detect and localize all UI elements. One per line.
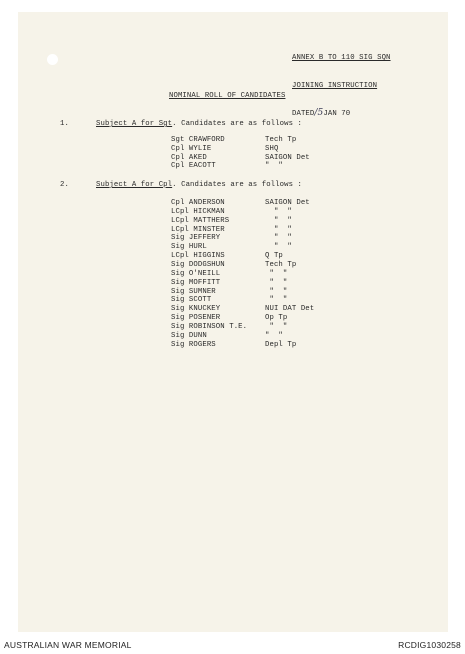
- candidate-unit: " ": [265, 269, 288, 278]
- candidate-unit: " ": [265, 322, 288, 331]
- section-1-heading: [96, 120, 302, 129]
- candidate-name: Sig O'NEILL: [171, 269, 221, 278]
- candidate-name: Cpl AKED: [171, 153, 207, 162]
- footer-archive-name: AUSTRALIAN WAR MEMORIAL: [4, 640, 132, 650]
- candidate-name: Sig HURL: [171, 243, 207, 252]
- annex-line-1: ANNEX B TO 110 SIG SQN: [292, 54, 391, 62]
- candidate-name: Sig SUMNER: [171, 287, 216, 296]
- candidate-name: Sig SCOTT: [171, 296, 212, 305]
- candidate-name: Cpl WYLIE: [171, 144, 212, 153]
- candidate-name: Sig JEFFERY: [171, 234, 221, 243]
- candidate-name: Sgt CRAWFORD: [171, 136, 225, 144]
- candidate-unit: " ": [265, 278, 288, 287]
- candidate-unit: " ": [265, 207, 292, 216]
- candidate-unit: " ": [265, 225, 292, 234]
- candidate-name: Cpl EACOTT: [171, 162, 216, 171]
- candidate-name: Sig DODGSHUN: [171, 260, 225, 269]
- dated-prefix: DATED: [292, 110, 315, 119]
- candidate-unit: SAIGON Det: [265, 153, 310, 162]
- section-2-suffix: . Candidates are as follows :: [172, 181, 303, 189]
- candidate-name: Sig POSENER: [171, 314, 221, 323]
- footer-record-id: RCDIG1030258: [398, 640, 461, 650]
- candidate-name: Sig MOFFITT: [171, 278, 221, 287]
- dated-suffix: JAN 70: [323, 110, 351, 119]
- candidate-name: LCpl HICKMAN: [171, 207, 225, 216]
- candidate-unit: Tech Tp: [265, 260, 297, 269]
- candidate-unit: Q Tp: [265, 252, 283, 261]
- document-title: NOMINAL ROLL OF CANDIDATES: [169, 92, 286, 100]
- candidate-name: Sig KNUCKEY: [171, 305, 221, 314]
- candidate-name: LCpl HIGGINS: [171, 252, 225, 261]
- candidate-unit: NUI DAT Det: [265, 305, 315, 314]
- section-1-suffix: . Candidates are as follows :: [172, 120, 303, 128]
- annex-dated: [292, 109, 391, 119]
- candidate-unit: " ": [265, 287, 288, 296]
- candidate-name: LCpl MINSTER: [171, 225, 225, 234]
- punch-hole: [47, 54, 58, 65]
- annex-line-2: JOINING INSTRUCTION: [292, 81, 378, 90]
- section-2-heading: [96, 181, 302, 190]
- candidate-unit: Op Tp: [265, 314, 288, 323]
- candidate-unit: " ": [265, 216, 292, 225]
- annex-header: [292, 36, 391, 128]
- candidate-unit: " ": [265, 234, 292, 243]
- candidate-name: Sig ROGERS: [171, 340, 216, 349]
- section-1-subject: Subject A for Sgt: [96, 120, 173, 128]
- candidate-unit: " ": [265, 162, 283, 171]
- section-2-number: 2.: [60, 181, 69, 189]
- dated-handwritten-day: /5: [314, 108, 324, 119]
- candidate-unit: " ": [265, 296, 288, 305]
- section-2-subject: Subject A for Cpl: [96, 181, 173, 189]
- candidate-name: Sig DUNN: [171, 331, 207, 340]
- candidate-unit: Depl Tp: [265, 340, 297, 349]
- candidate-name: Sig ROBINSON T.E.: [171, 322, 248, 331]
- candidate-unit: " ": [265, 331, 283, 340]
- candidate-unit: SAIGON Det: [265, 199, 310, 207]
- candidate-name: Cpl ANDERSON: [171, 199, 225, 207]
- candidate-unit: SHQ: [265, 144, 279, 153]
- section-1-number: 1.: [60, 120, 69, 128]
- candidate-unit: Tech Tp: [265, 136, 297, 144]
- candidate-unit: " ": [265, 243, 292, 252]
- candidate-name: LCpl MATTHERS: [171, 216, 230, 225]
